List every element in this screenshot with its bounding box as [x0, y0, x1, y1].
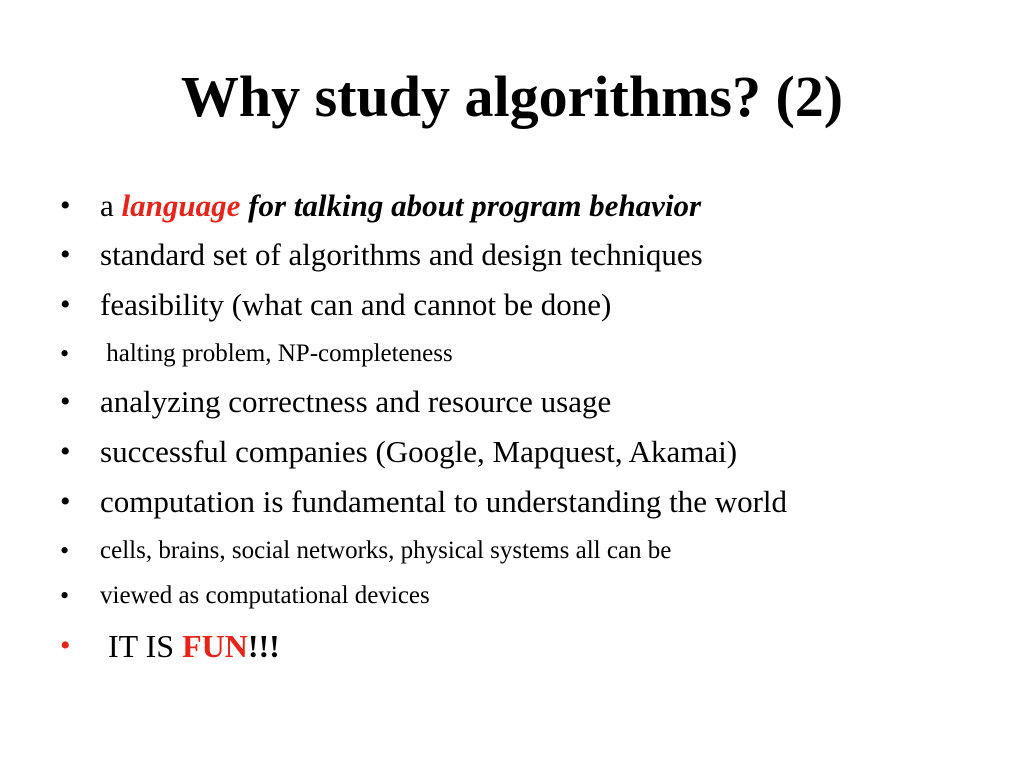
- bullet-dot: •: [60, 581, 70, 610]
- bullet-dot: •: [60, 288, 71, 321]
- bullet-dot: •: [60, 385, 71, 418]
- bullet-item: [0, 534, 1024, 568]
- bullet-suffix: !!!: [247, 628, 280, 664]
- bullet-dot: •: [60, 485, 71, 518]
- bullet-text: cells, brains, social networks, physical systems all can be: [100, 537, 672, 564]
- slide-title: Why study algorithms? (2): [180, 64, 844, 129]
- bullet-item: [0, 337, 1024, 371]
- bullet-text: [100, 625, 280, 667]
- bullet-text: viewed as computational devices: [100, 582, 430, 609]
- language-highlight: language: [121, 188, 241, 223]
- bullet-dot: •: [60, 189, 71, 222]
- bullet-item: [0, 382, 1024, 422]
- bullet-item-fun: [0, 625, 1024, 667]
- bullet-item: [0, 235, 1024, 275]
- bullet-dot: •: [60, 339, 70, 368]
- bullet-dot: •: [60, 536, 70, 565]
- bullet-dot: •: [60, 238, 71, 271]
- bullet-text: standard set of algorithms and design techniques: [100, 237, 703, 272]
- bullet-prefix: a: [100, 188, 122, 223]
- bullet-dot: •: [60, 435, 71, 468]
- bullet-text: feasibility (what can and cannot be done): [100, 287, 612, 322]
- fun-highlight: FUN: [182, 628, 248, 664]
- bullet-text: analyzing correctness and resource usage: [100, 384, 612, 419]
- bullet-text: computation is fundamental to understanding the world: [100, 484, 788, 519]
- bullet-dot-red: •: [60, 629, 71, 662]
- bullet-item: [0, 482, 1024, 522]
- bullet-item: [0, 432, 1024, 472]
- bullet-text: [100, 186, 701, 226]
- bullet-item-language: [0, 186, 1024, 226]
- bullet-prefix: IT IS: [100, 628, 183, 664]
- bullet-item: [0, 285, 1024, 325]
- bullet-item: [0, 579, 1024, 613]
- bullet-text: successful companies (Google, Mapquest, Akamai): [100, 434, 738, 469]
- bullet-text: halting problem, NP-completeness: [100, 340, 453, 367]
- bullet-suffix: for talking about program behavior: [240, 188, 702, 223]
